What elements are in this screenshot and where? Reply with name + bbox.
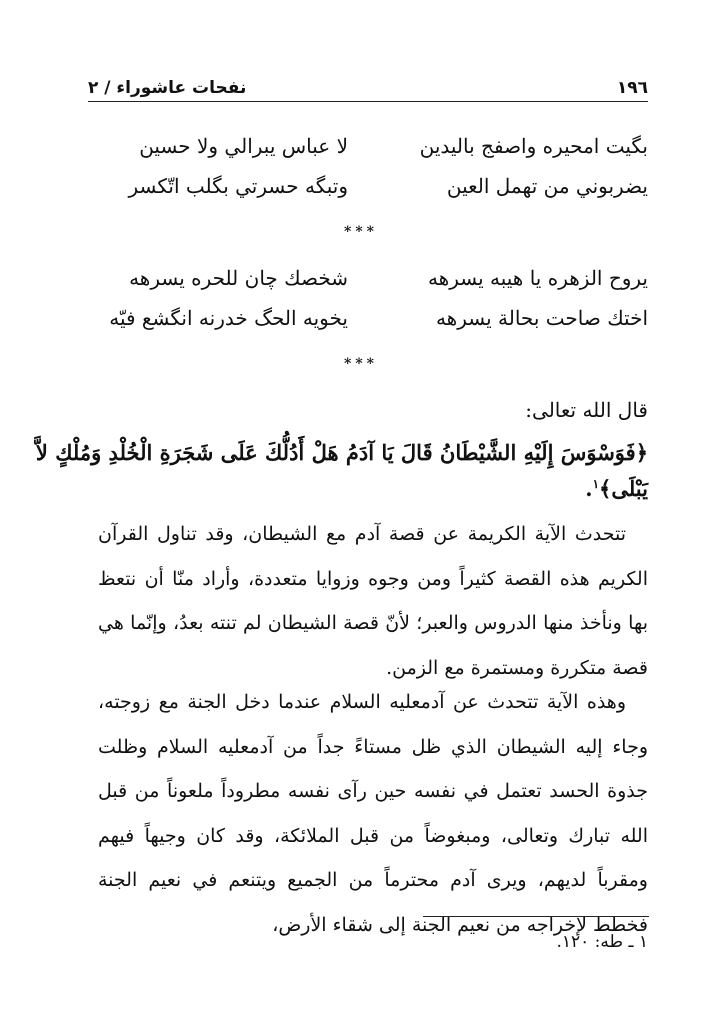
section-separator: *** bbox=[344, 356, 378, 372]
running-header bbox=[88, 70, 648, 98]
poem-verse bbox=[100, 174, 648, 208]
body-paragraph: تتحدث الآية الكريمة عن قصة آدم مع الشيطان، وقد تناول القرآن الكريم هذه القصة كثيراً ومن وجوه وزوايا متعددة، وأراد منّا أن نتعظ بها ونأخذ منها الدروس والعبر؛ لأنّ قصة الشيطان لم تنته بعدُ، وإنّما هي قصة متكررة ومستمرة مع الزمن. bbox=[98, 523, 648, 679]
quran-verse-line: ﴿فَوَسْوَسَ إِلَيْهِ الشَّيْطَانُ قَالَ يَا آدَمُ هَلْ أَدُلُّكَ عَلَى شَجَرَةِ الْخُلْدِ وَمُلْكٍ لاَّ bbox=[35, 440, 648, 465]
body-paragraph: وهذه الآية تتحدث عن آدمعليه السلام عندما دخل الجنة مع زوجته، وجاء إليه الشيطان الذي ظل مستاءً جداً من آدمعليه السلام وظلت جذوة الحسد تعتمل في نفسه حين رآى نفسه مطروداً ملعوناً من قبل الله تبارك وتعالى، ومبغوضاً من قبل الملائكة، وقد كان وجيهاً فيهم ومقرباً لديهم، ويرى آدم محترماً من الجميع ويتنعم في نعيم الجنة فخطط لإخراجه من نعيم الجنة إلى شقاء الأرض، bbox=[98, 691, 648, 936]
verse-second-hemistich: يخويه الحگ خدرنه انگشع فيّه bbox=[109, 306, 348, 330]
verse-first-hemistich: يضربوني من تهمل العين bbox=[446, 174, 648, 198]
footnote: ١ ـ طه: ١٢٠. bbox=[556, 932, 648, 952]
poem-verse bbox=[100, 306, 648, 340]
poem-verse bbox=[100, 266, 648, 300]
verse-first-hemistich: بگيت امحيره واصفج باليدين bbox=[419, 134, 648, 158]
verse-second-hemistich: وتبگه حسرتي بگلب اتّكسر bbox=[128, 174, 348, 198]
quote-intro: قال الله تعالى: bbox=[525, 398, 648, 422]
page-number: ١٩٦ bbox=[616, 78, 648, 98]
footnote-reference: ١ bbox=[592, 477, 600, 491]
verse-second-hemistich: شخصك چان للحره يسرهه bbox=[129, 266, 348, 290]
header-rule bbox=[88, 101, 648, 102]
quran-verse-text: يَبْلَى﴾ bbox=[599, 476, 648, 501]
verse-first-hemistich: يروح الزهره يا هيبه يسرهه bbox=[427, 266, 648, 290]
book-title: نفحات عاشوراء / ٢ bbox=[88, 78, 247, 98]
verse-second-hemistich: لا عباس يبرالي ولا حسين bbox=[139, 134, 348, 158]
footnote-rule bbox=[423, 916, 649, 917]
quran-verse-end bbox=[98, 476, 648, 501]
poem-verse bbox=[100, 134, 648, 168]
section-separator: *** bbox=[344, 224, 378, 240]
end-punctuation: . bbox=[585, 476, 593, 501]
verse-first-hemistich: اختك صاحت بحالة يسرهه bbox=[435, 306, 648, 330]
